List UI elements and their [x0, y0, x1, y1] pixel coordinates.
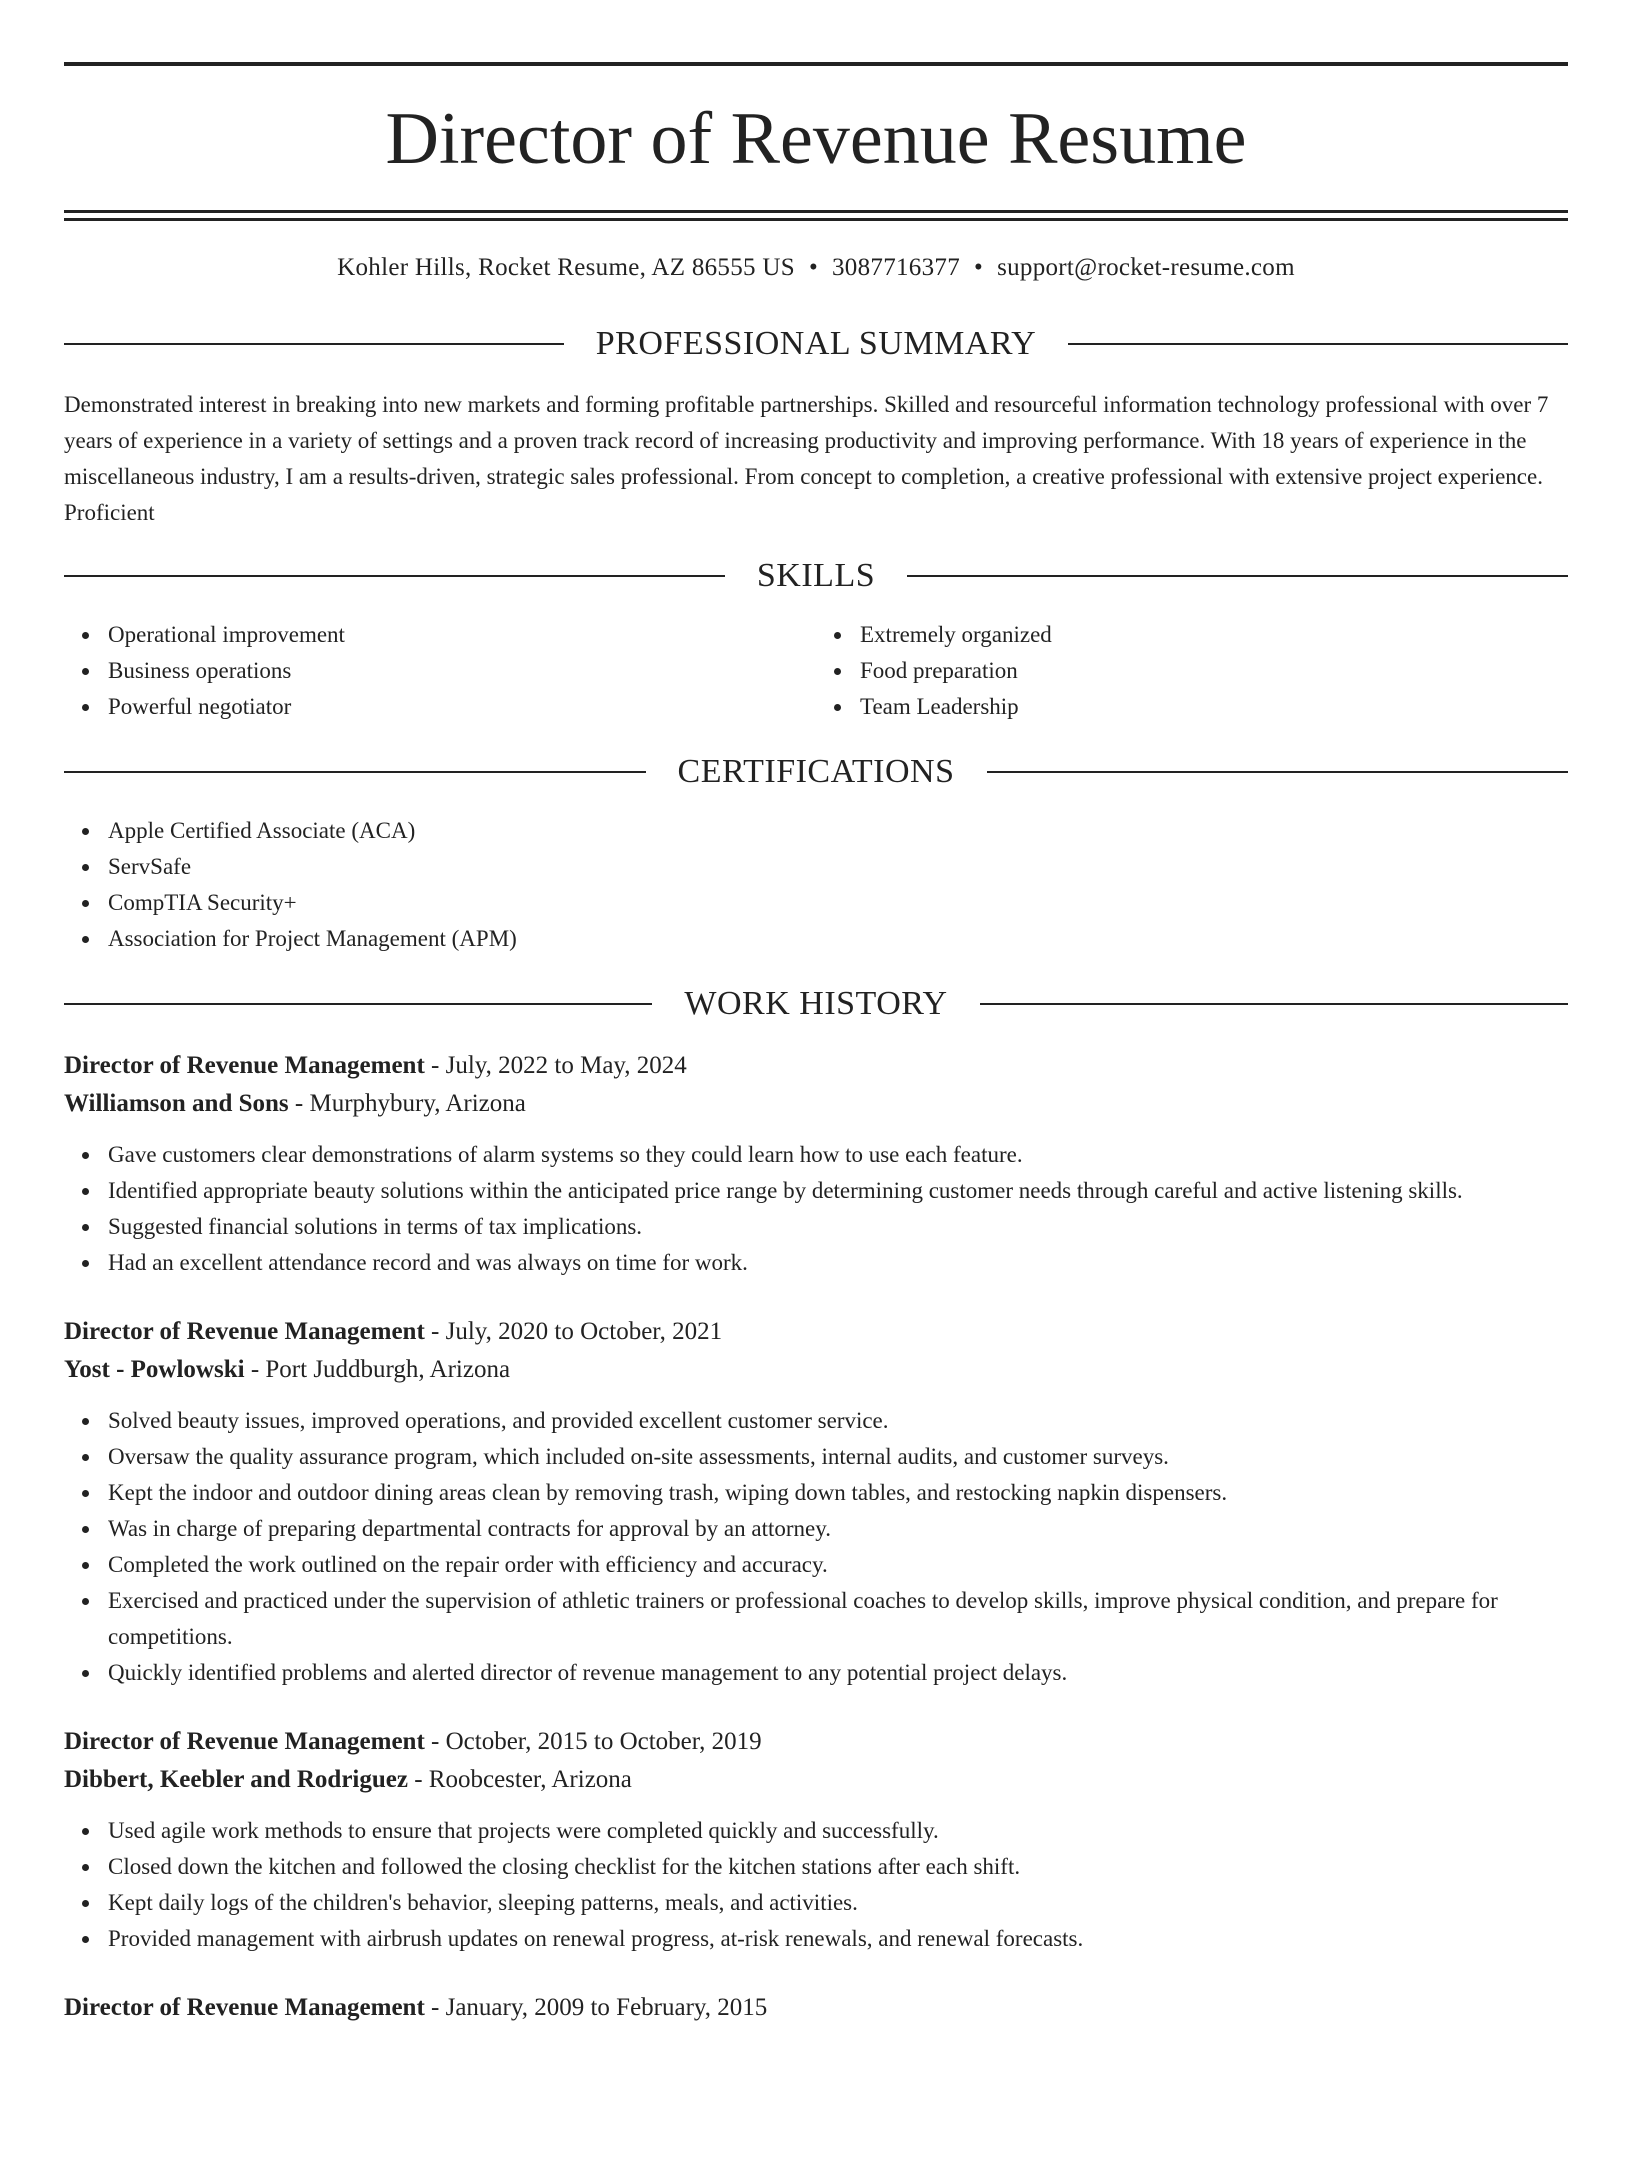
skill-item: Business operations	[108, 653, 816, 689]
certification-item: ServSafe	[108, 849, 1568, 885]
skills-column-left	[64, 617, 816, 725]
contact-separator: •	[808, 254, 818, 281]
dash: -	[244, 1356, 266, 1383]
job-dates: July, 2020 to October, 2021	[445, 1318, 723, 1345]
contact-address: Kohler Hills, Rocket Resume, AZ 86555 US	[337, 254, 795, 281]
skill-item: Powerful negotiator	[108, 689, 816, 725]
job-bullet: Exercised and practiced under the supervision of athletic trainers or professional coaches to develop skills, improve physical condition, and prepare for competitions.	[108, 1583, 1568, 1655]
dash: -	[407, 1766, 429, 1793]
job-title: Director of Revenue Management	[64, 1994, 425, 2021]
section-title-skills: SKILLS	[756, 557, 876, 594]
section-rule	[64, 343, 564, 345]
contact-separator: •	[974, 254, 984, 281]
job-dates: July, 2022 to May, 2024	[445, 1052, 687, 1079]
contact-line	[64, 253, 1568, 283]
job-company: Yost - Powlowski	[64, 1356, 245, 1383]
job-bullets	[64, 1813, 1568, 1957]
skill-item: Extremely organized	[860, 617, 1568, 653]
certification-item: CompTIA Security+	[108, 885, 1568, 921]
job-entry	[64, 1313, 1568, 1691]
section-rule	[64, 1003, 652, 1005]
job-company: Dibbert, Keebler and Rodriguez	[64, 1766, 408, 1793]
dash: -	[424, 1728, 446, 1755]
job-bullet: Had an excellent attendance record and was always on time for work.	[108, 1245, 1568, 1281]
contact-email: support@rocket-resume.com	[997, 254, 1295, 281]
job-title: Director of Revenue Management	[64, 1728, 425, 1755]
job-entry	[64, 1989, 1568, 2027]
job-dates: October, 2015 to October, 2019	[445, 1728, 762, 1755]
job-bullet: Completed the work outlined on the repair order with efficiency and accuracy.	[108, 1547, 1568, 1583]
section-rule	[987, 771, 1569, 773]
job-bullet: Identified appropriate beauty solutions within the anticipated price range by determining customer needs through careful and active listening skills.	[108, 1173, 1568, 1209]
resume-page	[0, 62, 1632, 2174]
skill-item: Food preparation	[860, 653, 1568, 689]
section-title-certifications: CERTIFICATIONS	[677, 753, 955, 790]
job-bullet: Solved beauty issues, improved operations, and provided excellent customer service.	[108, 1403, 1568, 1439]
section-rule	[64, 771, 646, 773]
job-bullets	[64, 1403, 1568, 1691]
certification-item: Apple Certified Associate (ACA)	[108, 813, 1568, 849]
certification-item: Association for Project Management (APM)	[108, 921, 1568, 957]
skills-list	[64, 617, 1568, 725]
job-bullet: Gave customers clear demonstrations of alarm systems so they could learn how to use each feature.	[108, 1137, 1568, 1173]
contact-phone: 3087716377	[832, 254, 960, 281]
job-company-line	[64, 1085, 1568, 1123]
job-title-line	[64, 1989, 1568, 2027]
job-location: Roobcester, Arizona	[428, 1766, 632, 1793]
job-bullet: Used agile work methods to ensure that projects were completed quickly and successfully.	[108, 1813, 1568, 1849]
job-bullet: Closed down the kitchen and followed the closing checklist for the kitchen stations after each shift.	[108, 1849, 1568, 1885]
job-title-line	[64, 1723, 1568, 1761]
job-title-line	[64, 1047, 1568, 1085]
job-title-line	[64, 1313, 1568, 1351]
certifications-list	[64, 813, 1568, 957]
section-header-work-history	[64, 987, 1568, 1021]
section-title-summary: PROFESSIONAL SUMMARY	[595, 325, 1037, 362]
job-entry	[64, 1723, 1568, 1957]
job-company-line	[64, 1761, 1568, 1799]
dash: -	[424, 1994, 446, 2021]
job-bullet: Kept the indoor and outdoor dining areas clean by removing trash, wiping down tables, and restocking napkin dispensers.	[108, 1475, 1568, 1511]
summary-text: Demonstrated interest in breaking into new markets and forming profitable partnerships. Skilled and resourceful information technology professional with over 7 years of experience in a variety of settings and a proven track record of increasing productivity and improving performance. With 18 years of experience in the miscellaneous industry, I am a results-driven, strategic sales professional. From concept to completion, a creative professional with extensive project experience. Proficient	[64, 392, 1549, 525]
job-bullet: Quickly identified problems and alerted director of revenue management to any potential project delays.	[108, 1655, 1568, 1691]
section-rule	[907, 575, 1568, 577]
job-bullet: Oversaw the quality assurance program, which included on-site assessments, internal audits, and customer surveys.	[108, 1439, 1568, 1475]
section-header-certifications	[64, 755, 1568, 789]
job-title: Director of Revenue Management	[64, 1318, 425, 1345]
dash: -	[424, 1318, 446, 1345]
job-title: Director of Revenue Management	[64, 1052, 425, 1079]
job-company: Williamson and Sons	[64, 1090, 289, 1117]
job-bullets	[64, 1137, 1568, 1281]
job-bullet: Was in charge of preparing departmental contracts for approval by an attorney.	[108, 1511, 1568, 1547]
skill-item: Team Leadership	[860, 689, 1568, 725]
section-rule	[980, 1003, 1568, 1005]
dash: -	[288, 1090, 310, 1117]
section-header-summary	[64, 327, 1568, 361]
double-rule	[64, 210, 1568, 221]
job-location: Port Juddburgh, Arizona	[265, 1356, 511, 1383]
job-location: Murphybury, Arizona	[309, 1090, 526, 1117]
section-rule	[1068, 343, 1568, 345]
skill-item: Operational improvement	[108, 617, 816, 653]
top-rule	[64, 62, 1568, 66]
job-company-line	[64, 1351, 1568, 1389]
section-rule	[64, 575, 725, 577]
page-title: Director of Revenue Resume	[385, 98, 1247, 180]
section-header-skills	[64, 559, 1568, 593]
section-title-work-history: WORK HISTORY	[684, 985, 948, 1022]
dash: -	[424, 1052, 446, 1079]
job-bullet: Suggested financial solutions in terms of tax implications.	[108, 1209, 1568, 1245]
job-bullet: Provided management with airbrush updates on renewal progress, at-risk renewals, and renewal forecasts.	[108, 1921, 1568, 1957]
job-dates: January, 2009 to February, 2015	[445, 1994, 768, 2021]
skills-column-right	[816, 617, 1568, 725]
job-bullet: Kept daily logs of the children's behavior, sleeping patterns, meals, and activities.	[108, 1885, 1568, 1921]
job-entry	[64, 1047, 1568, 1281]
